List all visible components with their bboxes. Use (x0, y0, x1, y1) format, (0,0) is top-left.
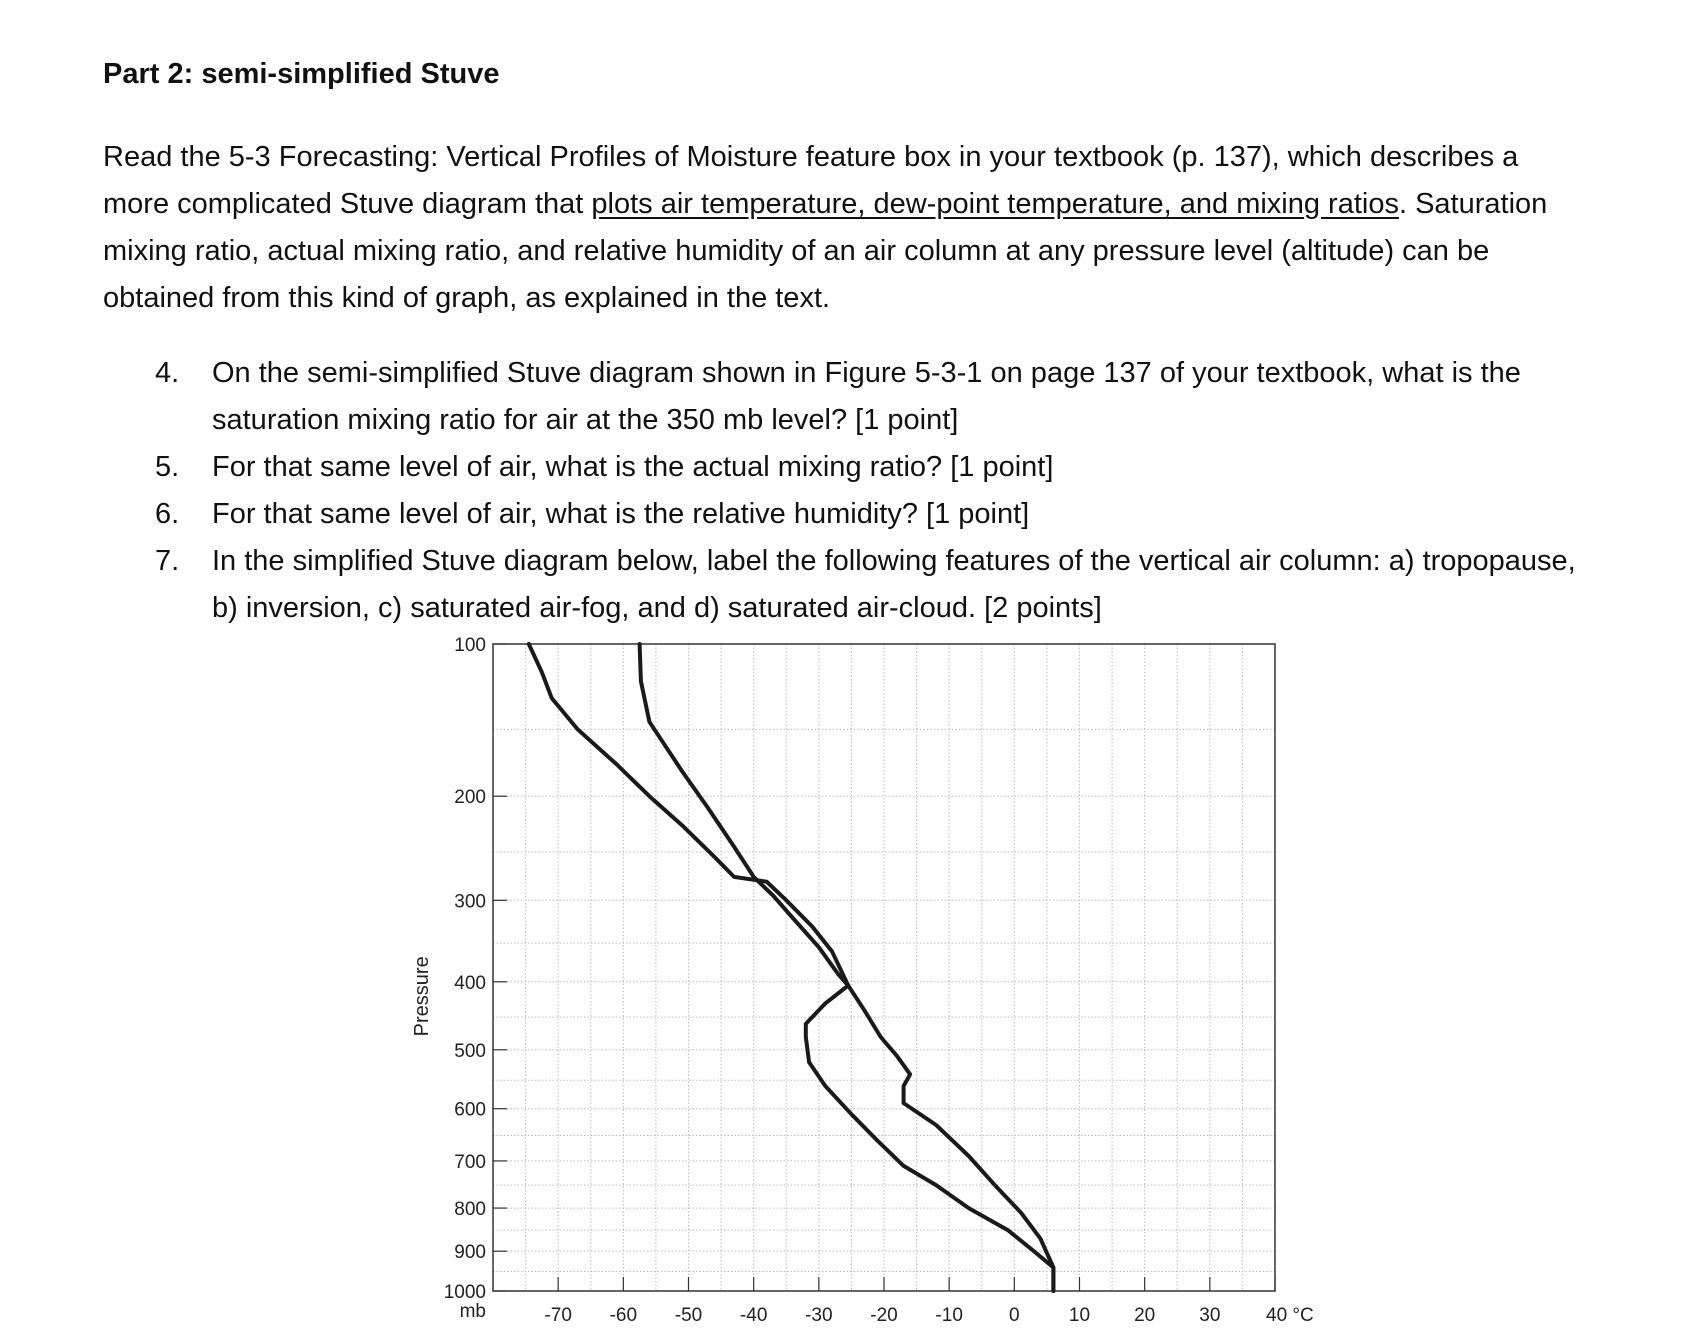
question-number: 6. (155, 498, 180, 530)
x-tick-label: -40 (739, 1305, 768, 1326)
section-heading: Part 2: semi-simplified Stuve (103, 58, 500, 90)
y-tick-label: 1000 (443, 1282, 486, 1303)
intro-text-1: Read the 5-3 Forecasting: Vertical Profiles of Moisture feature box in your textbook (p. 137), which describes a more complicated Stuve diagram that (103, 141, 1519, 220)
x-tick-label: 20 (1134, 1305, 1156, 1326)
x-tick-label: -50 (674, 1305, 703, 1326)
x-tick-label: -60 (609, 1305, 638, 1326)
x-tick-label: 0 (1009, 1305, 1020, 1326)
y-unit-label: mb (459, 1301, 486, 1322)
y-tick-label: 100 (454, 635, 486, 656)
question-item (155, 538, 1595, 632)
y-tick-label: 900 (454, 1242, 486, 1264)
question-number: 4. (155, 357, 180, 389)
y-tick-label: 300 (454, 891, 486, 913)
question-item (155, 491, 1595, 538)
x-tick-label: 40 °C (1266, 1305, 1314, 1326)
x-tick-label: -70 (544, 1305, 572, 1326)
y-tick-label: 600 (454, 1099, 486, 1121)
intro-underlined-text: plots air temperature, dew-point temperature, and mixing ratios (591, 188, 1399, 220)
y-tick-label: 700 (454, 1151, 486, 1173)
stuve-diagram (400, 626, 1340, 1326)
temperature-profile-line (640, 644, 1054, 1291)
stuve-chart-svg (400, 626, 1340, 1326)
question-text: For that same level of air, what is the actual mixing ratio? [1 point] (212, 451, 1054, 483)
y-axis-label: Pressure (411, 956, 433, 1037)
question-text: In the simplified Stuve diagram below, label the following features of the vertical air column: a) tropopause, b) inversion, c) saturated air-fog, and d) saturated air-cloud. [2 points] (212, 545, 1576, 624)
x-tick-label: -20 (870, 1305, 898, 1326)
x-tick-label: 30 (1199, 1305, 1221, 1326)
intro-paragraph (103, 134, 1583, 322)
x-tick-label: -10 (935, 1305, 963, 1326)
profile-series (529, 644, 1054, 1291)
question-text: For that same level of air, what is the relative humidity? [1 point] (212, 498, 1030, 530)
dew-point-profile-line (529, 644, 1054, 1291)
question-text: On the semi-simplified Stuve diagram shown in Figure 5-3-1 on page 137 of your textbook, what is the saturation mixing ratio for air at the 350 mb level? [1 point] (212, 357, 1521, 436)
x-tick-label: -30 (805, 1305, 833, 1326)
intro-text-2: . Saturation mixing ratio, actual mixing ratio, and relative humidity of an air column at any pressure level (altitude) can be obtained from this kind of graph, as explained in the text. (103, 188, 1548, 314)
x-tick-label: 10 (1068, 1305, 1091, 1326)
question-number: 7. (155, 545, 180, 577)
y-tick-label: 500 (454, 1040, 486, 1062)
question-item (155, 350, 1595, 444)
question-number: 5. (155, 451, 180, 483)
y-tick-label: 400 (454, 972, 486, 994)
y-tick-label: 200 (454, 787, 486, 809)
question-item (155, 444, 1595, 491)
y-tick-label: 800 (454, 1199, 486, 1221)
y-axis-ticks (444, 635, 507, 1303)
x-axis-ticks (544, 1277, 1313, 1326)
grid-lines (493, 644, 1275, 1291)
question-list (155, 350, 1595, 632)
